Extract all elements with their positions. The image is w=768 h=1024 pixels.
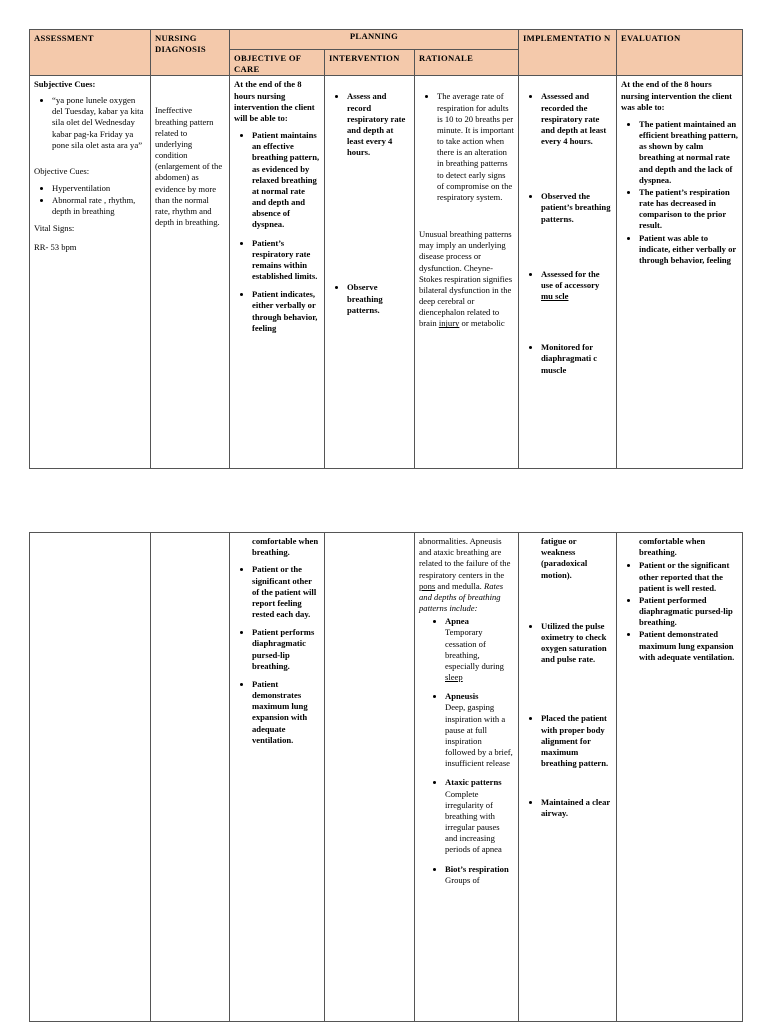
objective-cue-item: • Abnormal rate , rhythm, depth in breathing	[52, 195, 146, 217]
nursing-care-plan-table-continued	[29, 532, 743, 1022]
evaluation-item: • Patient or the significant other reported that the patient is well rested.	[639, 560, 738, 594]
breathing-pattern-item: • Apnea Temporary cessation of breathing, especially during sleep	[445, 616, 514, 683]
evaluation-intro: At the end of the 8 hours nursing intervention the client was able to:	[621, 79, 733, 112]
vital-signs-rr: RR- 53 bpm	[34, 242, 77, 253]
evaluation-continued-text: comfortable when breathing.	[639, 536, 706, 558]
header-objective-of-care: OBJECTIVE OF CARE	[230, 50, 325, 76]
implementation-item: • Assessed for the use of accessory mu scle	[541, 269, 612, 303]
header-planning: PLANNING	[230, 30, 519, 50]
evaluation-item: • The patient maintained an efficient breathing pattern, as shown by calm breathing at normal rate and depth and the lack of dyspnea.	[639, 119, 738, 186]
rationale-paragraph: Unusual breathing patterns may imply an underlying disease process or dysfunction. Cheyne- Stokes respiration signifies bilateral dysfunction in the deep cerebral or diencephalon related to brain injury or metabolic	[419, 229, 513, 329]
objective-item: • Patient demonstrates maximum lung expansion with adequate ventilation.	[252, 679, 320, 746]
implementation-item: • Utilized the pulse oximetry to check oxygen saturation and pulse rate.	[541, 621, 612, 666]
header-assessment: ASSESSMENT	[30, 30, 151, 76]
objective-item: • Patient indicates, either verbally or through behavior, feeling	[252, 289, 320, 334]
rationale-item: • The average rate of respiration for adults is 10 to 20 breaths per minute. It is important to take action when there is an alteration in breathing patterns to detect early signs of compromise on the respiratory system.	[437, 91, 514, 203]
implementation-cell	[519, 76, 617, 469]
rationale-link-injury[interactable]: injury	[438, 318, 460, 329]
implementation-continued-text: fatigue or weakness (paradoxical motion).	[541, 536, 588, 580]
objective-intro: At the end of the 8 hours nursing intervention the client will be able to:	[234, 79, 315, 123]
implementation-cell-continued	[519, 533, 617, 1022]
implementation-item: • Placed the patient with proper body alignment for maximum breathing pattern.	[541, 713, 612, 769]
objective-cue-item: • Hyperventilation	[52, 183, 146, 194]
evaluation-item: • Patient performed diaphragmatic pursed-lip breathing.	[639, 595, 738, 629]
pattern-name: Ataxic patterns	[445, 777, 502, 788]
evaluation-item: • Patient demonstrated maximum lung expansion with adequate ventilation.	[639, 629, 738, 663]
vital-signs-title: Vital Signs:	[34, 223, 75, 234]
rationale-link-sleep[interactable]: sleep	[445, 672, 463, 683]
header-evaluation: EVALUATION	[617, 30, 743, 76]
breathing-pattern-item: • Apneusis Deep, gasping inspiration with a pause at full inspiration followed by a brief, insufficient release	[445, 691, 514, 769]
header-nursing-diagnosis: NURSING DIAGNOSIS	[151, 30, 230, 76]
objective-cell-continued	[230, 533, 325, 1022]
rationale-cell	[415, 76, 519, 469]
breathing-pattern-item: • Ataxic patterns Complete irregularity of breathing with irregular pauses and increasing periods of apnea	[445, 777, 514, 855]
header-intervention: INTERVENTION	[325, 50, 415, 76]
rationale-link-pons[interactable]: pons	[419, 580, 436, 591]
care-plan-page-2	[29, 532, 742, 1022]
nursing-diagnosis-text: Ineffective breathing pattern related to underlying condition (enlargement of the abdomen) as evidence by more than the normal rate, rhythm and depth in breathing.	[155, 105, 223, 228]
nursing-diagnosis-cell-continued	[151, 533, 230, 1022]
breathing-pattern-item: • Biot’s respiration Groups of	[445, 864, 514, 886]
objective-item: • Patient maintains an effective breathing pattern, as evidenced by relaxed breathing at normal rate and depth and absence of dyspnea.	[252, 130, 320, 231]
nursing-care-plan-table	[29, 29, 743, 469]
care-plan-page-1	[29, 29, 742, 469]
intervention-item: • Observe breathing patterns.	[347, 282, 410, 316]
objective-item: • Patient or the significant other of the patient will report feeling rested each day.	[252, 564, 320, 620]
implementation-item: • Assessed and recorded the respiratory rate and depth at least every 4 hours.	[541, 91, 612, 147]
implementation-item: • Observed the patient’s breathing patterns.	[541, 191, 612, 225]
evaluation-item: • The patient’s respiration rate has decreased in comparison to the prior result.	[639, 187, 738, 232]
objective-cell	[230, 76, 325, 469]
assessment-cell	[30, 76, 151, 469]
evaluation-item: • Patient was able to indicate, either verbally or through behavior, feeling	[639, 233, 738, 267]
subjective-cues-title: Subjective Cues:	[34, 79, 96, 90]
rationale-continued-text: abnormalities. Apneusis and ataxic breathing are related to the failure of the respiratory centers in the pons and medulla. Rates and depths of breathing patterns include:	[419, 536, 511, 614]
implementation-item: • Maintained a clear airway.	[541, 797, 612, 819]
header-rationale: RATIONALE	[415, 50, 519, 76]
subjective-quote: • “ya pone lunele oxygen del Tuesday, kabar ya kita sila olet del Wednesday kabar pag-ka Friday ya pone sila olet asta ara ya”	[52, 95, 146, 152]
header-implementation: IMPLEMENTATIO N	[519, 30, 617, 76]
pattern-name: Biot’s respiration	[445, 863, 509, 874]
objective-cues-title: Objective Cues:	[34, 165, 90, 176]
nursing-diagnosis-cell	[151, 76, 230, 469]
intervention-item: • Assess and record respiratory rate and depth at least every 4 hours.	[347, 91, 410, 158]
rationale-cell-continued	[415, 533, 519, 1022]
evaluation-cell	[617, 76, 743, 469]
intervention-cell	[325, 76, 415, 469]
rationale-rates-intro: Rates and depths of breathing patterns include:	[419, 580, 504, 614]
implementation-item: • Monitored for diaphragmati c muscle	[541, 342, 612, 376]
objective-continued-text: comfortable when breathing.	[252, 536, 319, 558]
pattern-name: Apneusis	[445, 691, 479, 702]
pattern-name: Apnea	[445, 616, 469, 627]
objective-item: • Patient performs diaphragmatic pursed-lip breathing.	[252, 627, 320, 672]
implementation-link-muscle[interactable]: mu scle	[541, 291, 569, 302]
assessment-cell-continued	[30, 533, 151, 1022]
evaluation-cell-continued	[617, 533, 743, 1022]
intervention-cell-continued	[325, 533, 415, 1022]
objective-item: • Patient’s respiratory rate remains within established limits.	[252, 238, 320, 283]
